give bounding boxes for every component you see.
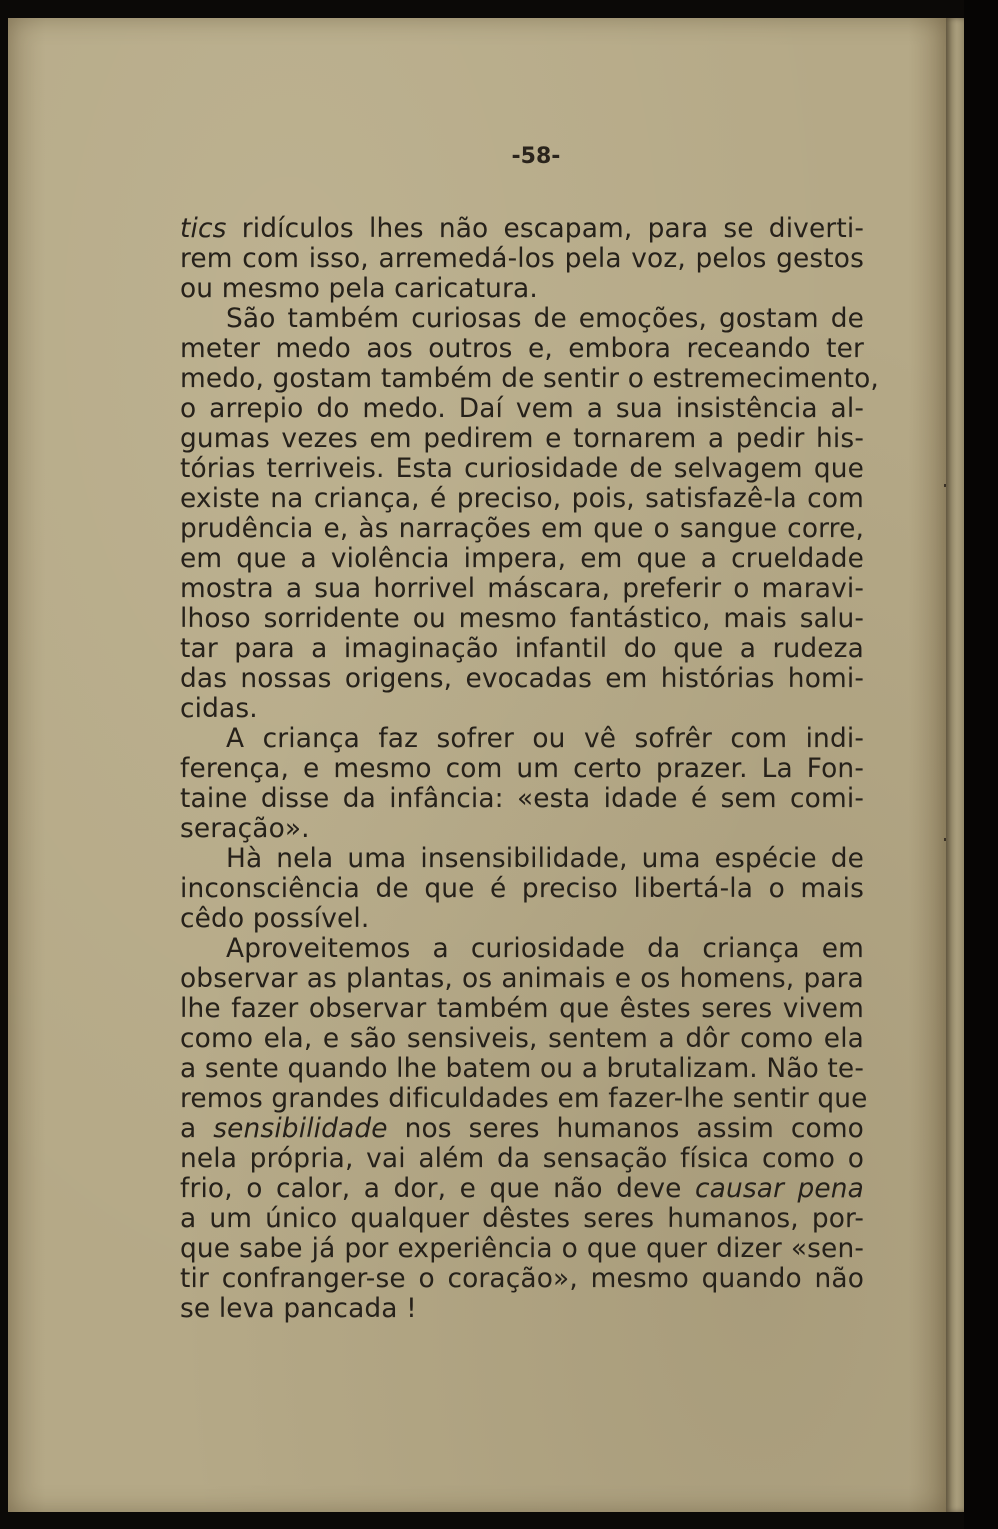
text-line: [180, 214, 864, 244]
text-line: [180, 934, 864, 964]
text-line: [180, 724, 864, 754]
text-line: [180, 634, 864, 664]
text-segment: lhoso sorridente ou mesmo fantástico, mais salu-: [180, 603, 864, 634]
text-segment: frio, o calor, a dor, e que não deve: [180, 1173, 695, 1204]
text-segment: tórias terriveis. Esta curiosidade de selvagem que: [180, 453, 864, 484]
text-segment: observar as plantas, os animais e os homens, para: [180, 963, 864, 994]
text-segment: existe na criança, é preciso, pois, satisfazê-la com: [180, 483, 864, 514]
italic-text: tics: [180, 213, 227, 244]
text-segment: que sabe já por experiência o que quer dizer «sen-: [180, 1233, 864, 1264]
text-segment: taine disse da infância: «esta idade é sem comi-: [180, 783, 864, 814]
text-segment: nos seres humanos assim como: [387, 1113, 864, 1144]
text-line: [180, 484, 864, 514]
italic-text: causar pena: [694, 1173, 865, 1204]
text-segment: São também curiosas de emoções, gostam de: [226, 303, 864, 334]
text-segment: das nossas origens, evocadas em histórias homi-: [180, 663, 864, 694]
text-segment: gumas vezes em pedirem e tornarem a pedir his-: [180, 423, 864, 454]
text-segment: se leva pancada !: [180, 1293, 417, 1324]
text-line: [180, 424, 864, 454]
text-line: [180, 394, 864, 424]
text-line: [180, 1294, 864, 1324]
text-line: [180, 1174, 864, 1204]
text-segment: a: [180, 1113, 214, 1144]
text-line: [180, 754, 864, 784]
text-line: [180, 1204, 864, 1234]
text-line: [180, 604, 864, 634]
text-line: [180, 574, 864, 604]
page-number: -58-: [511, 144, 561, 169]
text-line: [180, 454, 864, 484]
text-segment: lhe fazer observar também que êstes seres vivem: [180, 993, 864, 1024]
text-line: [180, 363, 879, 394]
text-line: [180, 874, 864, 904]
text-segment: o arrepio do medo. Daí vem a sua insistência al-: [180, 393, 864, 424]
text-line: [180, 1054, 864, 1084]
text-line: [180, 334, 864, 364]
text-segment: meter medo aos outros e, embora receando ter: [180, 333, 864, 364]
text-line: [180, 664, 864, 694]
text-line: [180, 304, 864, 334]
text-segment: ou mesmo pela caricatura.: [180, 273, 538, 304]
text-segment: cêdo possível.: [180, 903, 370, 934]
text-line: [180, 244, 864, 274]
text-segment: ridículos lhes não escapam, para se diverti-: [226, 213, 864, 244]
text-line: [180, 904, 864, 934]
text-line: [180, 694, 864, 724]
text-segment: a um único qualquer dêstes seres humanos, por-: [180, 1203, 864, 1234]
text-segment: Aproveitemos a curiosidade da criança em: [226, 933, 864, 964]
text-segment: tar para a imaginação infantil do que a rudeza: [180, 633, 864, 664]
text-segment: como ela, e são sensiveis, sentem a dôr como ela: [180, 1023, 864, 1054]
book-page: [8, 18, 946, 1512]
italic-text: sensibilidade: [213, 1113, 388, 1144]
text-line: [180, 1024, 864, 1054]
adjacent-page-edge: [946, 18, 964, 1512]
text-segment: nela própria, vai além da sensação física como o: [180, 1143, 864, 1174]
text-segment: medo, gostam também de sentir o estremecimento,: [180, 363, 879, 394]
text-segment: em que a violência impera, em que a crueldade: [180, 543, 864, 574]
text-segment: remos grandes dificuldades em fazer-lhe sentir que: [180, 1083, 868, 1114]
text-line: [180, 844, 864, 874]
text-segment: mostra a sua horrivel máscara, preferir o maravi-: [180, 573, 864, 604]
text-segment: A criança faz sofrer ou vê sofrêr com indi-: [226, 723, 864, 754]
text-segment: cidas.: [180, 693, 258, 724]
text-segment: Hà nela uma insensibilidade, uma espécie de: [226, 843, 864, 874]
text-segment: inconsciência de que é preciso libertá-la o mais: [180, 873, 864, 904]
text-line: [180, 1234, 864, 1264]
body-text: [180, 213, 879, 1324]
text-line: [180, 1264, 864, 1294]
text-line: [180, 994, 864, 1024]
text-segment: prudência e, às narrações em que o sangue corre,: [180, 513, 864, 544]
text-line: [180, 514, 864, 544]
text-line: [180, 814, 864, 844]
text-segment: seração».: [180, 813, 310, 844]
text-segment: a sente quando lhe batem ou a brutalizam. Não te-: [180, 1053, 864, 1084]
scan-background: [964, 0, 998, 1529]
text-segment: ferença, e mesmo com um certo prazer. La Fon-: [180, 753, 864, 784]
text-line: [180, 964, 864, 994]
text-segment: rem com isso, arremedá-los pela voz, pelos gestos: [180, 243, 864, 274]
text-line: [180, 1114, 864, 1144]
text-line: [180, 1144, 864, 1174]
text-line: [180, 274, 864, 304]
text-line: [180, 784, 864, 814]
text-segment: tir confranger-se o coração», mesmo quando não: [180, 1263, 864, 1294]
text-line: [180, 544, 864, 574]
text-line: [180, 1083, 868, 1114]
